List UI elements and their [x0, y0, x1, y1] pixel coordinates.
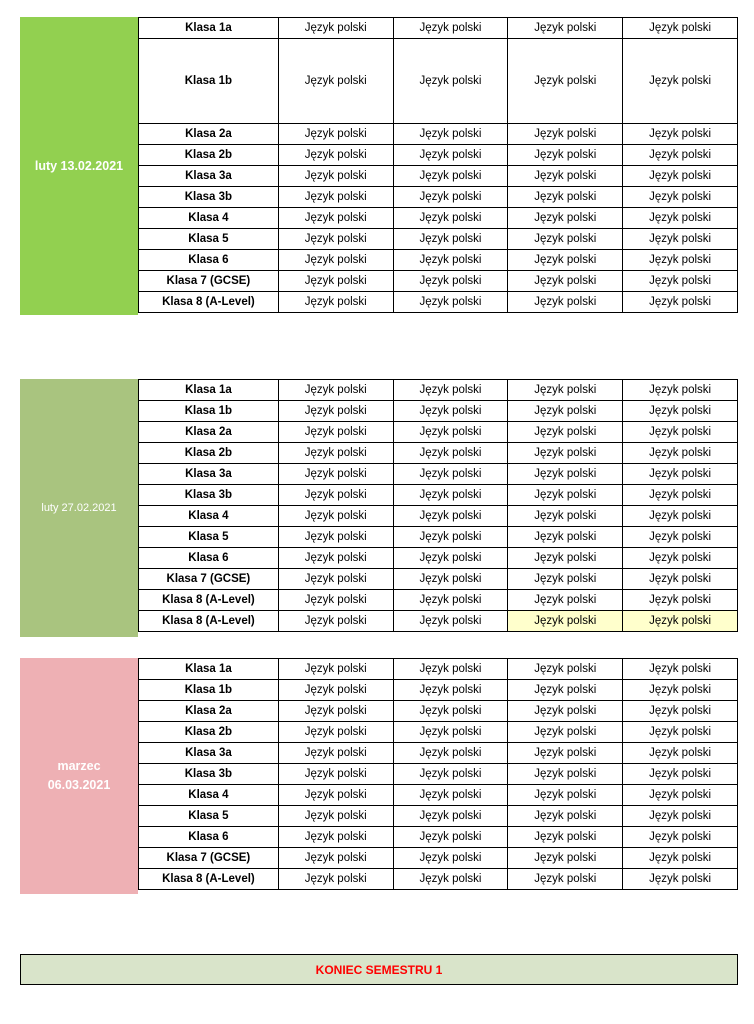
subject-cell: Język polski: [393, 827, 508, 848]
subject-cell: Język polski: [278, 208, 393, 229]
subject-cell: Język polski: [508, 680, 623, 701]
subject-cell: Język polski: [623, 422, 738, 443]
schedule-block-3: [20, 658, 738, 894]
subject-cell: Język polski: [623, 548, 738, 569]
subject-cell: Język polski: [278, 806, 393, 827]
subject-cell: Język polski: [278, 527, 393, 548]
subject-cell: Język polski: [508, 827, 623, 848]
subject-cell: Język polski: [278, 827, 393, 848]
subject-cell: Język polski: [393, 869, 508, 890]
subject-cell: Język polski: [278, 187, 393, 208]
subject-cell: Język polski: [623, 527, 738, 548]
subject-cell: Język polski: [508, 464, 623, 485]
subject-cell: Język polski: [393, 166, 508, 187]
subject-cell: Język polski: [508, 18, 623, 39]
subject-cell: Język polski: [508, 848, 623, 869]
subject-cell: Język polski: [278, 722, 393, 743]
table-row: [139, 785, 738, 806]
table-row: [139, 464, 738, 485]
subject-cell: Język polski: [623, 827, 738, 848]
subject-cell: Język polski: [508, 124, 623, 145]
subject-cell: Język polski: [393, 39, 508, 124]
subject-cell: Język polski: [623, 764, 738, 785]
subject-cell: Język polski: [623, 869, 738, 890]
table-row: [139, 659, 738, 680]
table-row: [139, 506, 738, 527]
subject-cell: Język polski: [278, 380, 393, 401]
subject-cell: Język polski: [393, 743, 508, 764]
subject-cell: Język polski: [393, 569, 508, 590]
subject-cell: Język polski: [623, 271, 738, 292]
subject-cell: Język polski: [508, 527, 623, 548]
subject-cell: Język polski: [508, 701, 623, 722]
subject-cell: Język polski: [278, 569, 393, 590]
class-cell: Klasa 2a: [139, 124, 279, 145]
class-cell: Klasa 2b: [139, 722, 279, 743]
subject-cell: Język polski: [278, 18, 393, 39]
subject-cell: Język polski: [278, 229, 393, 250]
subject-cell: Język polski: [508, 806, 623, 827]
subject-cell: Język polski: [278, 785, 393, 806]
subject-cell: Język polski: [393, 806, 508, 827]
subject-cell: Język polski: [623, 722, 738, 743]
subject-cell: Język polski: [278, 548, 393, 569]
table-row: [139, 680, 738, 701]
subject-cell: Język polski: [508, 292, 623, 313]
subject-cell: Język polski: [393, 785, 508, 806]
class-cell: Klasa 3b: [139, 485, 279, 506]
subject-cell: Język polski: [278, 743, 393, 764]
subject-cell: Język polski: [623, 590, 738, 611]
class-cell: Klasa 2a: [139, 422, 279, 443]
table-body-2: [139, 380, 738, 632]
subject-cell: Język polski: [278, 764, 393, 785]
table-row: [139, 569, 738, 590]
subject-cell: Język polski: [393, 764, 508, 785]
table-row: [139, 124, 738, 145]
subject-cell: Język polski: [393, 443, 508, 464]
table-row: [139, 229, 738, 250]
class-cell: Klasa 3b: [139, 187, 279, 208]
subject-cell: Język polski: [623, 208, 738, 229]
table-row: [139, 401, 738, 422]
table-row: [139, 806, 738, 827]
class-cell: Klasa 7 (GCSE): [139, 848, 279, 869]
subject-cell: Język polski: [278, 443, 393, 464]
table-row: [139, 250, 738, 271]
subject-cell: Język polski: [278, 271, 393, 292]
subject-cell-highlighted: Język polski: [623, 611, 738, 632]
subject-cell: Język polski: [278, 401, 393, 422]
subject-cell: Język polski: [508, 569, 623, 590]
subject-cell: Język polski: [393, 187, 508, 208]
subject-cell: Język polski: [393, 18, 508, 39]
table-row: [139, 590, 738, 611]
date-label-line1: marzec: [57, 759, 101, 773]
class-cell: Klasa 5: [139, 806, 279, 827]
subject-cell: Język polski: [278, 659, 393, 680]
table-row: [139, 443, 738, 464]
class-cell: Klasa 6: [139, 827, 279, 848]
class-cell: Klasa 3a: [139, 166, 279, 187]
subject-cell: Język polski: [393, 380, 508, 401]
subject-cell: Język polski: [278, 848, 393, 869]
subject-cell: Język polski: [393, 464, 508, 485]
subject-cell: Język polski: [278, 506, 393, 527]
subject-cell: Język polski: [393, 548, 508, 569]
subject-cell: Język polski: [623, 464, 738, 485]
subject-cell: Język polski: [623, 39, 738, 124]
table-row: [139, 764, 738, 785]
subject-cell: Język polski: [393, 250, 508, 271]
class-cell: Klasa 4: [139, 506, 279, 527]
subject-cell: Język polski: [393, 848, 508, 869]
subject-cell: Język polski: [623, 292, 738, 313]
subject-cell: Język polski: [623, 506, 738, 527]
subject-cell: Język polski: [508, 145, 623, 166]
class-cell: Klasa 7 (GCSE): [139, 271, 279, 292]
subject-cell: Język polski: [508, 229, 623, 250]
subject-cell: Język polski: [623, 701, 738, 722]
subject-cell: Język polski: [278, 124, 393, 145]
subject-cell: Język polski: [393, 145, 508, 166]
subject-cell: Język polski: [623, 743, 738, 764]
table-row: [139, 380, 738, 401]
class-cell: Klasa 8 (A-Level): [139, 611, 279, 632]
date-label-text: luty 27.02.2021: [41, 501, 117, 514]
table-row: [139, 271, 738, 292]
subject-cell: Język polski: [278, 611, 393, 632]
subject-cell: Język polski: [278, 464, 393, 485]
subject-cell: Język polski: [393, 292, 508, 313]
subject-cell: Język polski: [623, 124, 738, 145]
subject-cell: Język polski: [508, 401, 623, 422]
schedule-block-2: [20, 379, 738, 637]
class-cell: Klasa 3a: [139, 464, 279, 485]
subject-cell: Język polski: [623, 659, 738, 680]
subject-cell: Język polski: [393, 590, 508, 611]
table-row: [139, 827, 738, 848]
subject-cell: Język polski: [393, 401, 508, 422]
subject-cell: Język polski: [508, 548, 623, 569]
subject-cell: Język polski: [623, 229, 738, 250]
class-cell: Klasa 3b: [139, 764, 279, 785]
subject-cell: Język polski: [623, 145, 738, 166]
subject-cell: Język polski: [393, 208, 508, 229]
subject-cell: Język polski: [278, 39, 393, 124]
semester-end-banner: [20, 954, 738, 985]
date-label-text: luty 13.02.2021: [34, 158, 124, 173]
class-cell: Klasa 4: [139, 208, 279, 229]
subject-cell: Język polski: [393, 527, 508, 548]
table-row: [139, 39, 738, 124]
class-cell: Klasa 1b: [139, 680, 279, 701]
table-row: [139, 848, 738, 869]
subject-cell: Język polski: [508, 659, 623, 680]
date-label-line2: 06.03.2021: [47, 778, 111, 792]
subject-cell: Język polski: [508, 590, 623, 611]
subject-cell: Język polski: [278, 250, 393, 271]
subject-cell: Język polski: [508, 250, 623, 271]
table-row: [139, 292, 738, 313]
subject-cell: Język polski: [508, 785, 623, 806]
subject-cell: Język polski: [393, 680, 508, 701]
table-row: [139, 422, 738, 443]
class-cell: Klasa 3a: [139, 743, 279, 764]
class-cell: Klasa 1a: [139, 659, 279, 680]
subject-cell: Język polski: [278, 422, 393, 443]
table-row: [139, 701, 738, 722]
subject-cell: Język polski: [278, 680, 393, 701]
subject-cell: Język polski: [278, 145, 393, 166]
table-row: [139, 743, 738, 764]
subject-cell: Język polski: [623, 785, 738, 806]
class-cell: Klasa 1b: [139, 39, 279, 124]
subject-cell: Język polski: [508, 39, 623, 124]
class-cell: Klasa 1b: [139, 401, 279, 422]
subject-cell: Język polski: [278, 869, 393, 890]
schedule-table-2: [138, 379, 738, 632]
subject-cell: Język polski: [508, 422, 623, 443]
class-cell: Klasa 8 (A-Level): [139, 869, 279, 890]
subject-cell: Język polski: [623, 569, 738, 590]
subject-cell: Język polski: [278, 485, 393, 506]
class-cell: Klasa 6: [139, 250, 279, 271]
table-row: [139, 611, 738, 632]
class-cell: Klasa 4: [139, 785, 279, 806]
class-cell: Klasa 1a: [139, 18, 279, 39]
class-cell: Klasa 1a: [139, 380, 279, 401]
table-row: [139, 166, 738, 187]
subject-cell: Język polski: [393, 722, 508, 743]
semester-end-text: KONIEC SEMESTRU 1: [315, 962, 443, 977]
subject-cell: Język polski: [508, 208, 623, 229]
class-cell: Klasa 8 (A-Level): [139, 292, 279, 313]
class-cell: Klasa 2b: [139, 145, 279, 166]
class-cell: Klasa 5: [139, 229, 279, 250]
subject-cell: Język polski: [508, 869, 623, 890]
date-label-1: [20, 17, 138, 315]
subject-cell: Język polski: [393, 611, 508, 632]
subject-cell: Język polski: [623, 18, 738, 39]
class-cell: Klasa 7 (GCSE): [139, 569, 279, 590]
subject-cell: Język polski: [393, 271, 508, 292]
subject-cell: Język polski: [393, 485, 508, 506]
class-cell: Klasa 2a: [139, 701, 279, 722]
subject-cell: Język polski: [623, 250, 738, 271]
table-row: [139, 485, 738, 506]
subject-cell: Język polski: [623, 187, 738, 208]
subject-cell: Język polski: [508, 506, 623, 527]
class-cell: Klasa 5: [139, 527, 279, 548]
table-row: [139, 187, 738, 208]
schedule-table-3: [138, 658, 738, 890]
date-label-2: [20, 379, 138, 637]
table-row: [139, 145, 738, 166]
subject-cell: Język polski: [278, 166, 393, 187]
subject-cell: Język polski: [393, 701, 508, 722]
subject-cell: Język polski: [508, 485, 623, 506]
subject-cell: Język polski: [508, 166, 623, 187]
table-row: [139, 208, 738, 229]
table-body-3: [139, 659, 738, 890]
subject-cell: Język polski: [393, 422, 508, 443]
table-row: [139, 869, 738, 890]
subject-cell: Język polski: [623, 848, 738, 869]
table-row: [139, 722, 738, 743]
subject-cell: Język polski: [508, 443, 623, 464]
table-row: [139, 548, 738, 569]
table-row: [139, 18, 738, 39]
subject-cell: Język polski: [393, 506, 508, 527]
subject-cell: Język polski: [278, 292, 393, 313]
subject-cell: Język polski: [623, 401, 738, 422]
subject-cell: Język polski: [623, 680, 738, 701]
subject-cell: Język polski: [393, 229, 508, 250]
subject-cell: Język polski: [393, 659, 508, 680]
subject-cell: Język polski: [508, 743, 623, 764]
subject-cell: Język polski: [508, 271, 623, 292]
table-body-1: [139, 18, 738, 313]
class-cell: Klasa 6: [139, 548, 279, 569]
class-cell: Klasa 2b: [139, 443, 279, 464]
subject-cell: Język polski: [623, 380, 738, 401]
subject-cell: Język polski: [278, 701, 393, 722]
schedule-table-1: [138, 17, 738, 313]
table-row: [139, 527, 738, 548]
subject-cell: Język polski: [623, 166, 738, 187]
subject-cell: Język polski: [623, 485, 738, 506]
subject-cell-highlighted: Język polski: [508, 611, 623, 632]
subject-cell: Język polski: [508, 380, 623, 401]
subject-cell: Język polski: [508, 722, 623, 743]
schedule-block-1: [20, 17, 738, 315]
subject-cell: Język polski: [278, 590, 393, 611]
class-cell: Klasa 8 (A-Level): [139, 590, 279, 611]
subject-cell: Język polski: [508, 764, 623, 785]
subject-cell: Język polski: [508, 187, 623, 208]
subject-cell: Język polski: [623, 806, 738, 827]
subject-cell: Język polski: [393, 124, 508, 145]
subject-cell: Język polski: [623, 443, 738, 464]
date-label-3: [20, 658, 138, 894]
